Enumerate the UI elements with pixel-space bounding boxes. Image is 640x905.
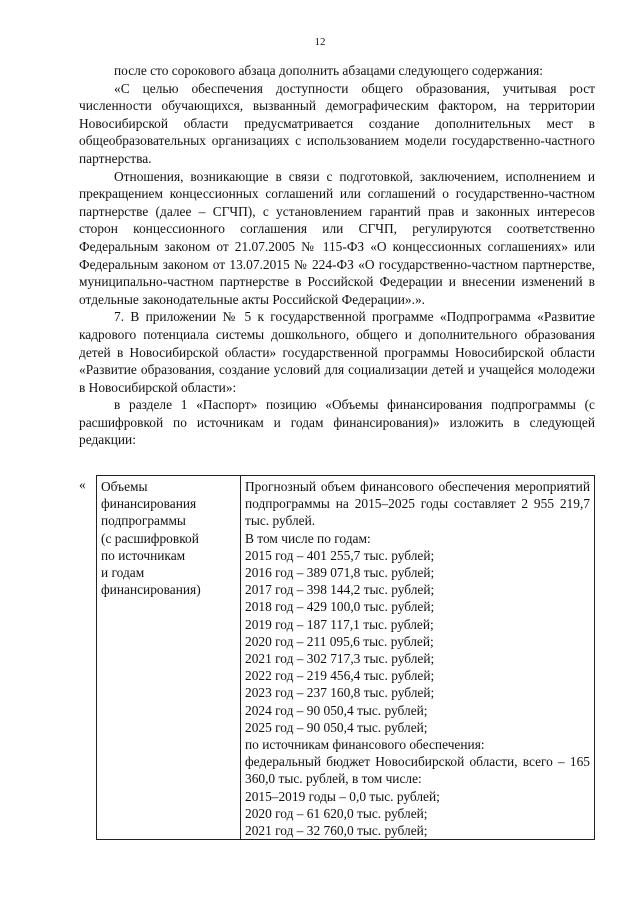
year-line: 2015 год – 401 255,7 тыс. рублей; [245, 547, 435, 563]
paragraph-ppp-regulation: Отношения, возникающие в связи с подготовкой, заключением, исполнением и прекращением концессионных соглашений или соглашений о государственно-частном партнерстве (далее – СГЧП), с установлением гарантий прав и законных интересов сторон концессионного соглашения или СГЧП, регулируются соответственно Федеральным законом от 21.07.2005 № 115-ФЗ «О концессионных соглашениях» или Федеральным законом от 13.07.2015 № 224-ФЗ «О государственно-частном партнерстве, муниципально-частном партнерстве в Российской Федерации и внесении изменений в отдельные законодательные акты Российской Федерации».». [79, 168, 595, 307]
label-line: (с расшифровкой [101, 530, 199, 546]
page-number: 12 [314, 36, 326, 48]
year-line: 2024 год – 90 050,4 тыс. рублей; [245, 702, 428, 718]
label-line: Объемы [101, 479, 148, 494]
label-line: по источникам [101, 547, 186, 563]
document-body [79, 62, 595, 449]
year-line: 2025 год – 90 050,4 тыс. рублей; [245, 719, 428, 735]
sources-heading: по источникам финансового обеспечения: [245, 737, 485, 753]
paragraph-section-1: в разделе 1 «Паспорт» позицию «Объемы финансирования подпрограммы (с расшифровкой по источникам и годам финансирования)» изложить в следующей редакции: [79, 397, 595, 448]
year-line: 2019 год – 187 117,1 тыс. рублей; [245, 616, 434, 632]
paragraph-intro: после сто сорокового абзаца дополнить абзацами следующего содержания: [114, 63, 543, 78]
year-line: 2021 год – 302 717,3 тыс. рублей; [245, 651, 435, 667]
funding-value-cell [241, 476, 595, 840]
opening-quote: « [79, 477, 86, 492]
year-line: 2017 год – 398 144,2 тыс. рублей; [245, 582, 435, 598]
year-line: 2018 год – 429 100,0 тыс. рублей; [245, 599, 435, 615]
paragraph-item-7: 7. В приложении № 5 к государственной программе «Подпрограмма «Развитие кадрового потенциала системы дошкольного, общего и дополнительного образования детей в Новосибирской области» государственной программы Новосибирской области «Развитие образования, создание условий для социализации детей и учащейся молодежи в Новосибирской области»: [79, 309, 595, 395]
label-line: и годам [101, 565, 145, 581]
paragraph-ppp-purpose: «С целью обеспечения доступности общего образования, учитывая рост численности обучающихся, вызванный демографическим фактором, на территории Новосибирской области предусматривается создание дополнительных мест в общеобразовательных организациях с использованием модели государственно-частного партнерства. [79, 80, 595, 166]
federal-year-line: 2020 год – 61 620,0 тыс. рублей; [245, 805, 428, 821]
year-line: 2020 год – 211 095,6 тыс. рублей; [245, 633, 434, 649]
year-line: 2022 год – 219 456,4 тыс. рублей; [245, 668, 435, 684]
table-row [97, 476, 595, 840]
by-years-heading: В том числе по годам: [245, 530, 371, 546]
funding-intro: Прогнозный объем финансового обеспечения мероприятий подпрограммы на 2015–2025 годы составляет 2 955 219,7 тыс. рублей. [245, 479, 590, 529]
label-line: финансирования) [101, 582, 201, 598]
federal-year-line: 2021 год – 32 760,0 тыс. рублей; [245, 823, 428, 839]
passport-table [96, 475, 595, 840]
label-line: подпрограммы [101, 513, 186, 529]
year-line: 2016 год – 389 071,8 тыс. рублей; [245, 565, 435, 581]
funding-label-cell [97, 476, 241, 840]
label-line: финансирования [101, 496, 197, 512]
federal-budget-line: федеральный бюджет Новосибирской области, всего – 165 360,0 тыс. рублей, в том числе: [245, 754, 590, 787]
year-line: 2023 год – 237 160,8 тыс. рублей; [245, 685, 435, 701]
federal-year-line: 2015–2019 годы – 0,0 тыс. рублей; [245, 788, 440, 804]
